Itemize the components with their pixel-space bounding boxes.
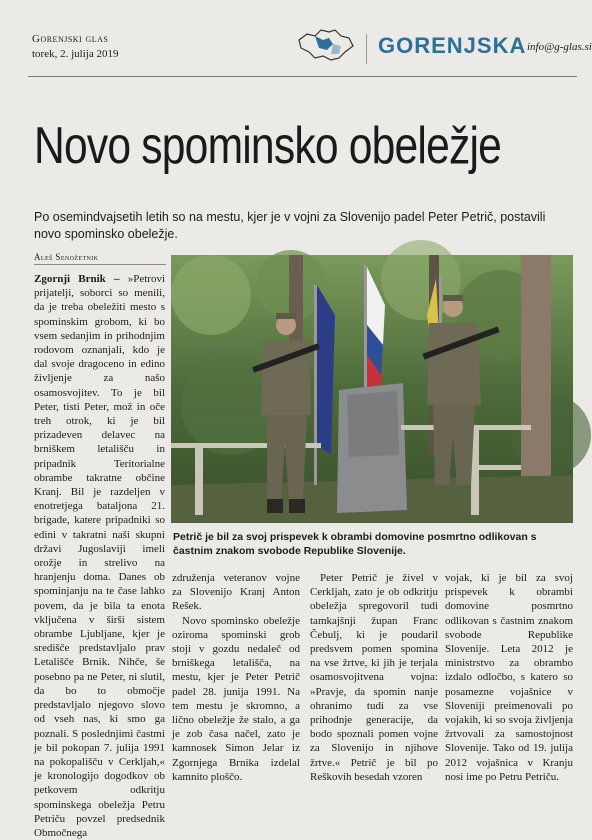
paragraph: vojak, ki je bil za svoj prispevek k obrambi domovine posmrtno odlikovan s častnim znakom svobode Republike Slovenije. Leta 2012 je ministrstvo za obrambo izdalo odločbo, s katero so posamezne vojašnice v Sloveniji preimenovali po vojakih, ki so svoja življenja žrtvovali za samostojnost Slovenije. Tako od 19. julija 2012 vojašnica v Kranju nosi ime po Petru Petriču. bbox=[445, 572, 573, 783]
article-headline: Novo spominsko obeležje bbox=[34, 117, 502, 175]
issue-date: torek, 2. julija 2019 bbox=[32, 48, 119, 60]
paragraph-text: »Petrovi prijatelji, soborci so menili, da je treba obeležiti mesto s spominskim grobom, ki bo vsem sedanjim in prihodnjim rodovom oznanjali, kdo je dal svoje dragoceno in edino življenje za našo osamosvojitev. To je bil Peter, tisti Peter, mož in oče treh otrok, ki je bil prizadeven delavec na brniškem letališču in pripadnik Teritorialne obrambe takratne občine Kranj. Bil je razdeljen v enotretjega bataljona 21. brigade, katere pripadniki so edini v takratni naši skupni državi Jugoslaviji imeli orožje in strelivo na hranjenju doma. Danes ob spominjanju na te čase lahko povem, da je bila ta enota vključena v širši sistem obrambe Ljubljane, kjer je središče predstavljalo prav Letališče Brnik. Nihče, še posebno pa ne Peter, ni slutil, da bo to območje predstavljalo njegovo slovo od vseh nas, ki smo ga poznali. S poslednjimi častmi je bil pokopan 7. julija 1991 na pokopališču v Cerkljah,« je kronologijo dogodkov ob petkovem odkritju spominskega obeležja Petru Petriču povzel predsednik Območnega bbox=[34, 273, 165, 839]
photo-caption: Petrič je bil za svoj prispevek k obrambi domovine posmrtno odlikovan s častnim znakom svobode Republike Slovenije. bbox=[173, 531, 537, 557]
publication-name: Gorenjski glas bbox=[32, 33, 109, 45]
masthead-separator bbox=[366, 34, 367, 64]
memorial-photo bbox=[171, 255, 573, 523]
dateline: Zgornji Brnik – bbox=[34, 273, 120, 285]
article-column-1 bbox=[34, 272, 165, 840]
article-photo bbox=[171, 255, 573, 523]
paragraph bbox=[34, 272, 165, 840]
article-column-2 bbox=[172, 571, 300, 784]
byline-rule bbox=[34, 264, 166, 265]
masthead-rule bbox=[28, 76, 577, 77]
section-title: GORENJSKA bbox=[378, 33, 527, 58]
paragraph: Peter Petrič je živel v Cerkljah, zato je ob odkritju obeležja spregovoril tudi tamkajšnji župan Franc Čebulj, ki je poudaril predsvem pomen spomina na vse žrtve, ki jih je terjala osamosvojitvena vojna: »Pravje, da spomin nanje ohranimo tudi za vse prihodnje generacije, da bodo spoznali pomen vojne za Slovenijo in njihove žrtve.« Petrič je bil po Reškovih besedah vzoren bbox=[310, 572, 438, 783]
paragraph: Novo spominsko obeležje oziroma spominski grob stoji v gozdu nedaleč od brniškega letališča, na mestu, kjer je Peter Petrič padel 28. junija 1991. Na tem mestu je skromno, a lično obeležje že stalo, a ga je zob časa načel, zato je kamnosek Simon Jelar iz Zgornjega Brnika izdelal kamnito ploščo. bbox=[172, 614, 300, 783]
article-lead: Po osemindvajsetih letih so na mestu, kjer je v vojni za Slovenijo padel Peter Petrič, postavili novo spominsko obeležje. bbox=[34, 210, 546, 241]
article-column-3 bbox=[310, 571, 438, 784]
article-byline: Aleš Senožetnik bbox=[34, 252, 99, 262]
region-map-icon bbox=[293, 26, 357, 66]
contact-email: info@g-glas.si bbox=[527, 41, 592, 53]
article-column-4 bbox=[445, 571, 573, 784]
paragraph: združenja veteranov vojne za Slovenijo Kranj Anton Rešek. bbox=[172, 572, 300, 613]
